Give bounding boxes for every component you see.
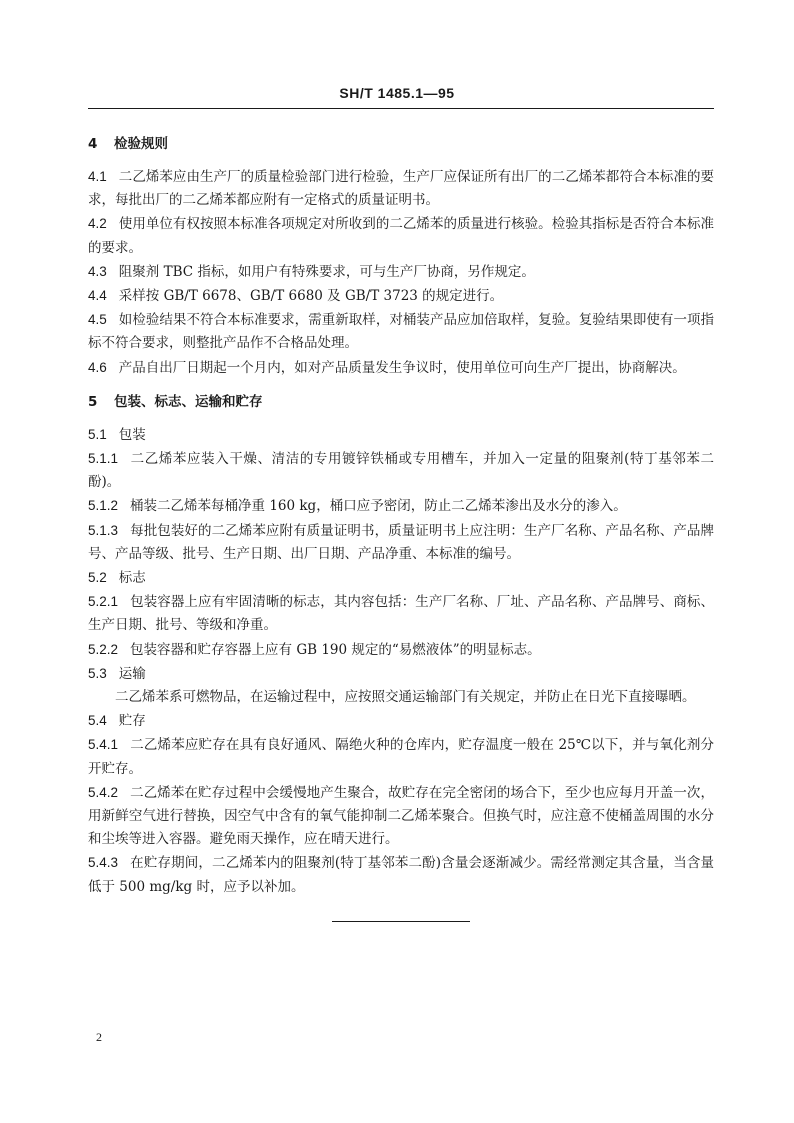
clause-5-2-2 xyxy=(88,638,714,662)
transport-paragraph: 二乙烯苯系可燃物品，在运输过程中，应按照交通运输部门有关规定，并防止在日光下直接曝晒。 xyxy=(115,689,696,706)
clause-text: 包装容器和贮存容器上应有 GB 190 规定的“易燃液体”的明显标志。 xyxy=(130,641,541,658)
clause-number: 4.6 xyxy=(88,359,107,375)
section-4-number: 4 xyxy=(88,136,98,152)
clause-5-3 xyxy=(88,662,714,686)
clause-text: 采样按 GB/T 6678、GB/T 6680 及 GB/T 3723 的规定进行。 xyxy=(118,288,504,305)
section-5-heading xyxy=(88,392,714,412)
clause-text: 二乙烯苯应贮存在具有良好通风、隔绝火种的仓库内，贮存温度一般在 25℃以下，并与氧化剂分开贮存。 xyxy=(88,737,714,777)
clause-number: 5.2 xyxy=(88,570,107,586)
clause-4-1 xyxy=(88,165,714,212)
clause-number: 5.1.1 xyxy=(88,451,119,467)
clause-text: 阻聚剂 TBC 指标，如用户有特殊要求，可与生产厂协商，另作规定。 xyxy=(118,263,535,280)
clause-number: 4.4 xyxy=(88,288,107,304)
clause-4-5 xyxy=(88,308,714,355)
section-5-title: 包装、标志、运输和贮存 xyxy=(114,393,263,410)
header-divider xyxy=(88,108,714,109)
clause-4-2 xyxy=(88,212,714,259)
clause-5-4-2 xyxy=(88,781,714,852)
section-4-heading xyxy=(88,134,714,154)
clause-text: 桶装二乙烯苯每桶净重 160 kg，桶口应予密闭，防止二乙烯苯渗出及水分的渗入。 xyxy=(130,498,627,515)
page-number: 2 xyxy=(96,1030,102,1044)
clause-text: 二乙烯苯应由生产厂的质量检验部门进行检验，生产厂应保证所有出厂的二乙烯苯都符合本标准的要求，每批出厂的二乙烯苯都应附有一定格式的质量证明书。 xyxy=(88,169,714,209)
clause-text: 包装容器上应有牢固清晰的标志，其内容包括：生产厂名称、厂址、产品名称、产品牌号、商标、生产日期、批号、等级和净重。 xyxy=(88,594,714,634)
clause-number: 4.3 xyxy=(88,263,107,279)
clause-number: 5.1.2 xyxy=(88,498,119,514)
clause-text: 产品自出厂日期起一个月内，如对产品质量发生争议时，使用单位可向生产厂提出，协商解决。 xyxy=(118,359,686,376)
standard-code-header: SH/T 1485.1—95 xyxy=(339,85,455,101)
clause-5-4 xyxy=(88,709,714,733)
clause-4-3 xyxy=(88,260,714,284)
document-body xyxy=(88,130,714,922)
clause-5-4-1 xyxy=(88,733,714,780)
clause-text: 包装 xyxy=(118,426,146,443)
clause-4-4 xyxy=(88,284,714,308)
clause-number: 5.2.1 xyxy=(88,594,119,610)
end-of-document-rule xyxy=(332,921,470,922)
section-5-number: 5 xyxy=(88,393,98,410)
clause-text: 贮存 xyxy=(118,713,146,730)
clause-text: 二乙烯苯应装入干燥、清洁的专用镀锌铁桶或专用槽车，并加入一定量的阻聚剂(特丁基邻苯二酚)。 xyxy=(88,451,714,491)
clause-number: 5.4.2 xyxy=(88,784,119,800)
clause-4-6 xyxy=(88,356,714,380)
clause-number: 5.4 xyxy=(88,713,107,729)
clause-5-1-3 xyxy=(88,519,714,566)
clause-5-2-1 xyxy=(88,590,714,637)
clause-text: 在贮存期间，二乙烯苯内的阻聚剂(特丁基邻苯二酚)含量会逐渐减少。需经常测定其含量，当含量低于 500 mg/kg 时，应予以补加。 xyxy=(88,855,714,895)
clause-text: 使用单位有权按照本标准各项规定对所收到的二乙烯苯的质量进行核验。检验其指标是否符合本标准的要求。 xyxy=(88,216,714,256)
clause-5-1-2 xyxy=(88,494,714,518)
clause-text: 如检验结果不符合本标准要求，需重新取样，对桶装产品应加倍取样，复验。复验结果即使有一项指标不符合要求，则整批产品作不合格品处理。 xyxy=(88,312,714,352)
section-4-title: 检验规则 xyxy=(114,136,168,152)
clause-5-2 xyxy=(88,566,714,590)
clause-5-1 xyxy=(88,423,714,447)
clause-5-1-1 xyxy=(88,447,714,494)
clause-number: 4.5 xyxy=(88,312,107,328)
clause-number: 5.3 xyxy=(88,665,107,681)
clause-5-4-3 xyxy=(88,851,714,898)
clause-number: 4.2 xyxy=(88,216,107,232)
clause-number: 5.1 xyxy=(88,426,107,442)
clause-number: 4.1 xyxy=(88,169,107,184)
clause-number: 5.4.3 xyxy=(88,855,119,871)
clause-text: 二乙烯苯在贮存过程中会缓慢地产生聚合，故贮存在完全密闭的场合下，至少也应每月开盖一次，用新鲜空气进行替换，因空气中含有的氧气能抑制二乙烯苯聚合。但换气时，应注意不使桶盖周围的水分和尘埃等进入容器。避免雨天操作，应在晴天进行。 xyxy=(88,784,714,848)
clause-text: 运输 xyxy=(118,665,146,682)
clause-number: 5.4.1 xyxy=(88,737,119,753)
clause-number: 5.1.3 xyxy=(88,522,119,538)
clause-text: 标志 xyxy=(118,570,146,587)
clause-number: 5.2.2 xyxy=(88,641,119,657)
clause-text: 每批包装好的二乙烯苯应附有质量证明书，质量证明书上应注明：生产厂名称、产品名称、产品牌号、产品等级、批号、生产日期、出厂日期、产品净重、本标准的编号。 xyxy=(88,522,714,562)
